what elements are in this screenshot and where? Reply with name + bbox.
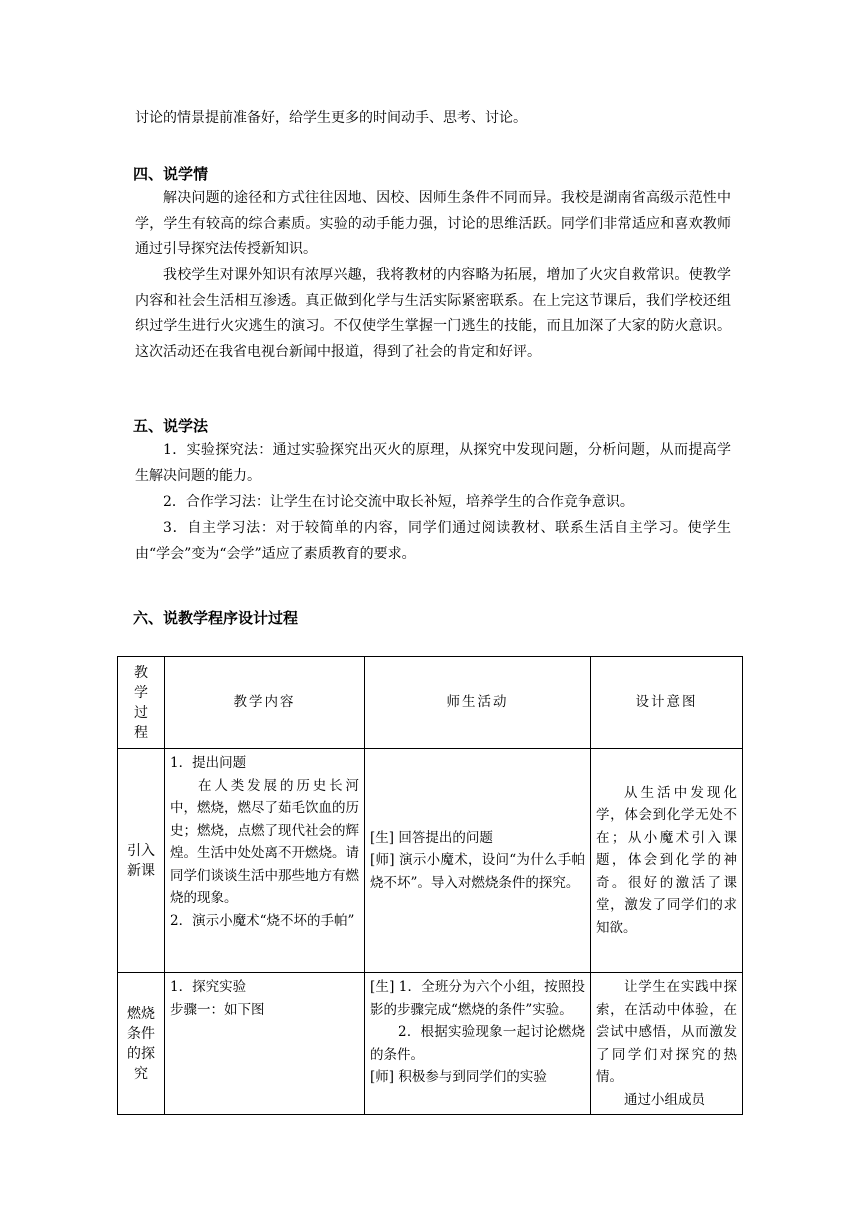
section-4-paragraph-1: 解决问题的途径和方式往往因地、因校、因师生条件不同而异。我校是湖南省高级示范性中学，学生有较高的综合素质。实验的动手能力强，讨论的思维活跃。同学们非常适应和喜欢教师通过引导探究法传授新知识。 — [135, 190, 731, 257]
row-2-intent — [591, 973, 743, 1115]
row-2-content-line-1: 1．探究实验 — [170, 979, 247, 995]
method-item-2: 2．合作学习法：让学生在讨论交流中取长补短，培养学生的合作竞争意识。 — [163, 494, 634, 510]
row-1-intent: 从生活中发现化学，体会到化学无处不在；从小魔术引入课题，体会到化学的神奇。很好的激活了课堂，激发了同学们的求知欲。 — [591, 749, 743, 973]
section-5-heading: 五、说学法 — [133, 417, 209, 435]
teaching-process-table — [117, 656, 743, 1115]
row-1-activity — [365, 749, 591, 973]
table-row — [118, 749, 743, 973]
row-2-activity — [365, 973, 591, 1115]
row-1-content-line-3: 2．演示小魔术“烧不坏的手帕” — [170, 912, 355, 929]
method-item-1: 1．实验探究法：通过实验探究出灭火的原理，从探究中发现问题，分析问题，从而提高学生解决问题的能力。 — [135, 442, 731, 484]
section-4-heading: 四、说学情 — [133, 165, 209, 183]
header-activity: 师生活动 — [365, 657, 591, 749]
table-header-row — [118, 657, 743, 749]
intro-tail-paragraph: 讨论的情景提前准备好，给学生更多的时间动手、思考、讨论。 — [135, 110, 527, 126]
method-item-3: 3．自主学习法：对于较简单的内容，同学们通过阅读教材、联系生活自主学习。使学生由“学会”变为“会学”适应了素质教育的要求。 — [135, 520, 731, 562]
row-2-intent-line-1: 让学生在实践中探索，在活动中体验，在尝试中感悟，从而激发了同学们对探究的热情。 — [596, 979, 737, 1085]
row-1-stage: 引入新课 — [118, 749, 165, 973]
row-2-activity-line-1: [生] 1．全班分为六个小组，按照投影的步骤完成“燃烧的条件”实验。 — [370, 979, 585, 1018]
section-4-paragraph-2: 我校学生对课外知识有浓厚兴趣，我将教材的内容略为拓展，增加了火灾自救常识。使教学内容和社会生活相互渗透。真正做到化学与生活实际紧密联系。在上完这节课后，我们学校还组织过学生进行火灾逃生的演习。不仅使学生掌握一门逃生的技能，而且加深了大家的防火意识。这次活动还在我省电视台新闻中报道，得到了社会的肯定和好评。 — [135, 267, 731, 360]
row-1-content-line-2: 在人类发展的历史长河中，燃烧，燃尽了茹毛饮血的历史；燃烧，点燃了现代社会的辉煌。生活中处处离不开燃烧。请同学们谈谈生活中那些地方有燃烧的现象。 — [170, 777, 359, 906]
row-2-stage: 燃烧条件的探究 — [118, 973, 165, 1115]
header-content: 教学内容 — [165, 657, 365, 749]
table-row — [118, 973, 743, 1115]
header-intent: 设计意图 — [591, 657, 743, 749]
row-1-activity-line-1: [生] 回答提出的问题 — [370, 829, 493, 846]
section-6-heading: 六、说教学程序设计过程 — [133, 609, 299, 627]
row-1-content — [165, 749, 365, 973]
row-2-activity-line-3: [师] 积极参与到同学们的实验 — [370, 1069, 547, 1085]
row-2-content-line-2: 步骤一：如下图 — [170, 1001, 265, 1018]
header-stage: 教学过程 — [118, 657, 165, 749]
row-1-content-line-1: 1．提出问题 — [170, 755, 247, 771]
row-1-activity-line-2: [师] 演示小魔术，设问“为什么手帕烧不坏”。导入对燃烧条件的探究。 — [370, 852, 585, 891]
row-2-intent-line-2: 通过小组成员 — [624, 1091, 705, 1108]
row-2-activity-line-2: 2．根据实验现象一起讨论燃烧的条件。 — [370, 1024, 585, 1063]
row-2-content — [165, 973, 365, 1115]
